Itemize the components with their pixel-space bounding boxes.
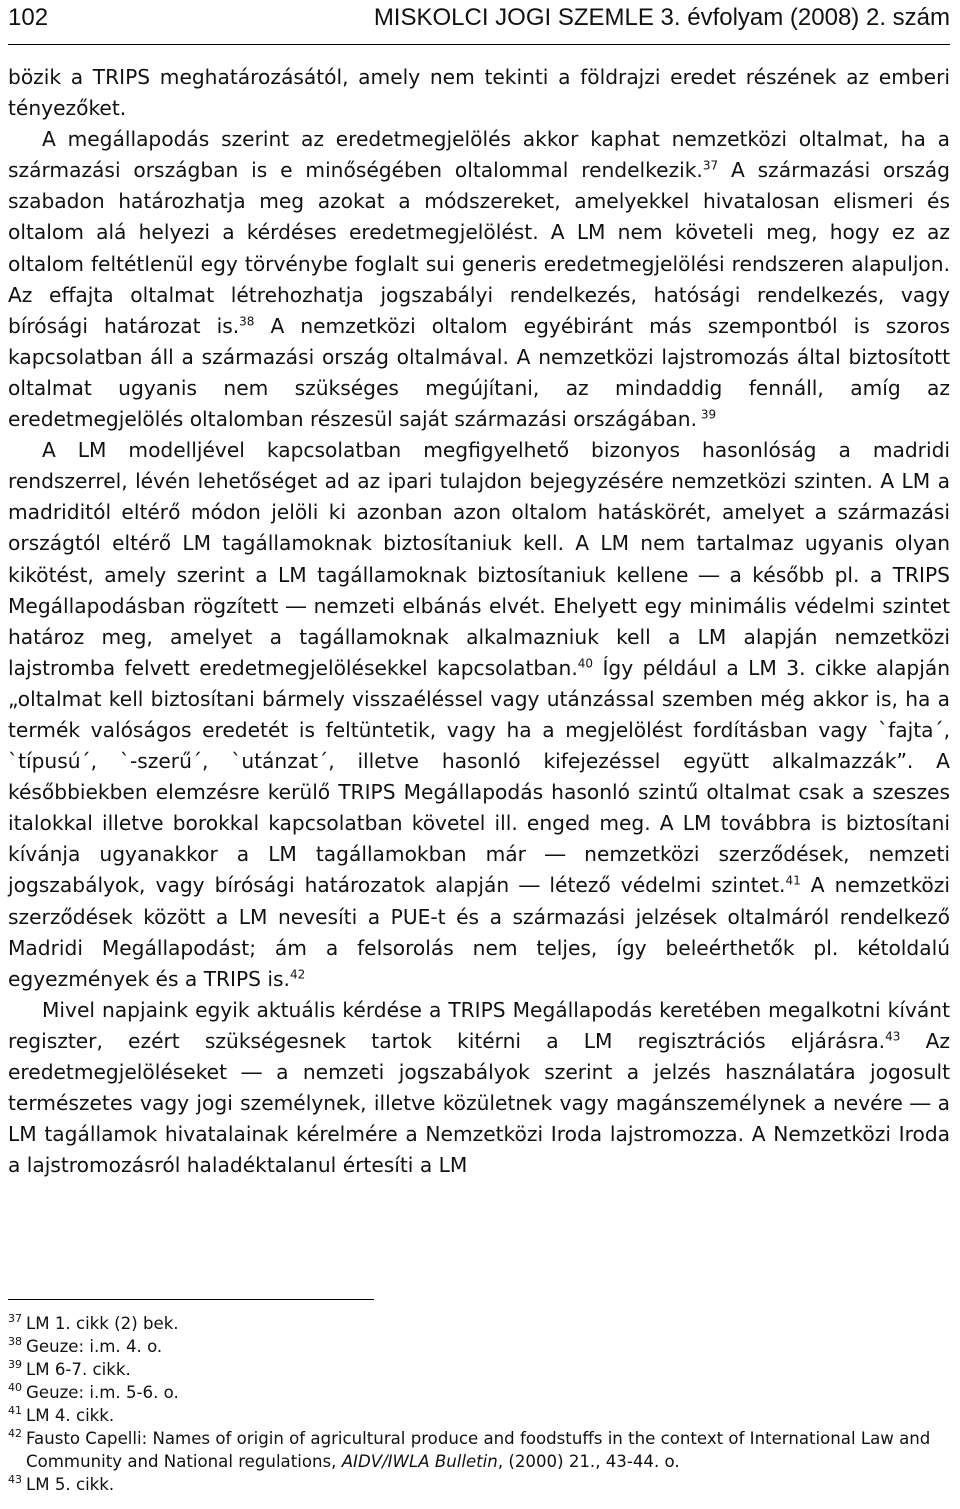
paragraph <box>8 124 950 435</box>
paragraph <box>8 995 950 1182</box>
paragraph <box>8 62 950 124</box>
paragraph-text: bözik a TRIPS meghatározásától, amely nem tekinti a földrajzi eredet részének az emberi tényezőket. <box>8 65 950 121</box>
footnote <box>8 1312 950 1335</box>
footnote-ref: 37 <box>702 158 719 173</box>
footnote-separator <box>8 1299 374 1300</box>
paragraph-text: A megállapodás szerint az eredetmegjelölés akkor kaphat nemzetközi oltalmat, ha a származási országban is e minőségében oltalommal rendelkezik. <box>8 127 950 183</box>
footnote-ref: 40 <box>577 656 594 671</box>
footnote-number: 39 <box>8 1358 22 1371</box>
footnote-ref: 38 <box>239 314 255 329</box>
footnote-text: LM 4. cikk. <box>26 1406 115 1425</box>
footnote-text: LM 1. cikk (2) bek. <box>26 1314 179 1333</box>
paragraph-text: A nemzetközi oltalom egyébiránt más szempontból is szoros kapcsolatban áll a származási ország oltalmával. A nemzetközi lajstromozás által biztosított oltalmat ugyanis nem szükséges megújítani, az mindaddig fennáll, amíg az eredetmegjelölés oltalomban részesül saját származási országában. <box>8 313 950 432</box>
paragraph-text: A származási ország szabadon határozhatja meg azokat a módszereket, amelyekkel hivatalosan elismeri és oltalom alá helyezi a kérdéses eredetmegjelölést. A LM nem követeli meg, hogy ez az oltalom feltétlenül egy törvénybe foglalt sui generis eredetmegjelölési rendszeren alapuljon. Az effajta oltalmat létrehozhatja jogszabályi rendelkezés, hatósági rendelkezés, vagy bírósági határozat is. <box>8 158 950 338</box>
paragraph-text: A LM modelljével kapcsolatban megfigyelhető bizonyos hasonlóság a madridi rendszerrel, lévén lehetőséget ad az ipari tulajdon bejegyzésére nemzetközi szinten. A LM a madriditól eltérő módon jelöli ki azonban azon oltalom hatáskörét, amelyet a származási országtól eltérő LM tagállamoknak biztosítaniuk kell. A LM nem tartalmaz ugyanis olyan kikötést, amely szerint a LM tagállamoknak biztosítaniuk kellene ― a később pl. a TRIPS Megállapodásban rögzített ― nemzeti elbánás elvét. Ehelyett egy minimális védelmi szintet határoz meg, amelyet a tagállamoknak alkalmazniuk kell a LM alapján nemzetközi lajstromba felvett eredetmegjelölésekkel kapcsolatban. <box>8 438 950 680</box>
footnote-number: 37 <box>8 1312 22 1325</box>
footnote-ref: 43 <box>885 1029 901 1044</box>
footnote-text-part: Fausto Capelli: Names of origin of agricultural produce and foodstuffs in the context of International Law and Community and National regulations, <box>26 1429 931 1471</box>
footnote-ref: 41 <box>785 873 801 888</box>
body-text <box>8 62 950 1181</box>
footnote-text: Geuze: i.m. 5-6. o. <box>26 1383 179 1402</box>
footnote-text <box>26 1427 950 1473</box>
footnotes <box>8 1312 950 1496</box>
running-title: MISKOLCI JOGI SZEMLE 3. évfolyam (2008) 2. szám <box>373 4 950 31</box>
footnote-text: Geuze: i.m. 4. o. <box>26 1337 163 1356</box>
footnote-number: 38 <box>8 1335 22 1348</box>
footnote <box>8 1358 950 1381</box>
footnote-text: LM 6-7. cikk. <box>26 1360 131 1379</box>
paragraph-text: A nemzetközi szerződések között a LM nevesíti a PUE-t és a származási jelzések oltalmáról rendelkező Madridi Megállapodást; ám a felsorolás nem teljes, így beleérthetők pl. kétoldalú egyezmények és a TRIPS is. <box>8 873 950 991</box>
paragraph-text: Mivel napjaink egyik aktuális kérdése a TRIPS Megállapodás keretében megalkotni kívánt regiszter, ezért szükségesnek tartok kitérni a LM regisztrációs eljárásra. <box>8 997 950 1053</box>
paragraph <box>8 435 950 995</box>
footnote-number: 40 <box>8 1381 22 1394</box>
header-rule <box>8 44 950 45</box>
footnote <box>8 1427 950 1473</box>
footnote-text: LM 5. cikk. <box>26 1475 115 1494</box>
page-number: 102 <box>8 4 49 31</box>
footnote-ref: 42 <box>289 966 306 981</box>
footnote <box>8 1381 950 1404</box>
footnote-number: 41 <box>8 1404 22 1417</box>
page-header <box>8 4 950 40</box>
footnote <box>8 1473 950 1496</box>
footnote <box>8 1404 950 1427</box>
footnote-ref: 39 <box>697 407 717 422</box>
footnote-journal-title: AIDV/IWLA Bulletin <box>341 1452 498 1471</box>
paragraph-text: Így például a LM 3. cikke alapján „oltalmat kell biztosítani bármely visszaéléssel vagy utánzással szemben még akkor is, ha a termék valóságos eredetét is feltüntetik, vagy ha a megjelölést fordításban vagy `fajta´, `típusú´, `-szerű´, `utánzat´, illetve hasonló kifejezéssel együtt alkalmazzák”. A későbbiekben elemzésre kerülő TRIPS Megállapodás hasonló szintű oltalmat csak a szeszes italokkal illetve borokkal kapcsolatban követel ill. enged meg. A LM továbbra is biztosítani kívánja ugyanakkor a LM tagállamokban már ― nemzetközi szerződések, nemzeti jogszabályok, vagy bírósági határozatok alapján ― létező védelmi szintet. <box>8 655 950 898</box>
footnote <box>8 1335 950 1358</box>
footnote-text-part: , (2000) 21., 43-44. o. <box>497 1452 680 1471</box>
footnote-number: 43 <box>8 1473 22 1486</box>
footnote-number: 42 <box>8 1427 22 1440</box>
paragraph-text: Az eredetmegjelöléseket ― a nemzeti jogszabályok szerint a jelzés használatára jogosult természetes vagy jogi személynek, illetve közületnek vagy magánszemélynek a nevére ― a LM tagállamok hivatalainak kérelmére a Nemzetközi Iroda lajstromozza. A Nemzetközi Iroda a lajstromozásról haladéktalanul értesíti a LM <box>8 1028 950 1178</box>
